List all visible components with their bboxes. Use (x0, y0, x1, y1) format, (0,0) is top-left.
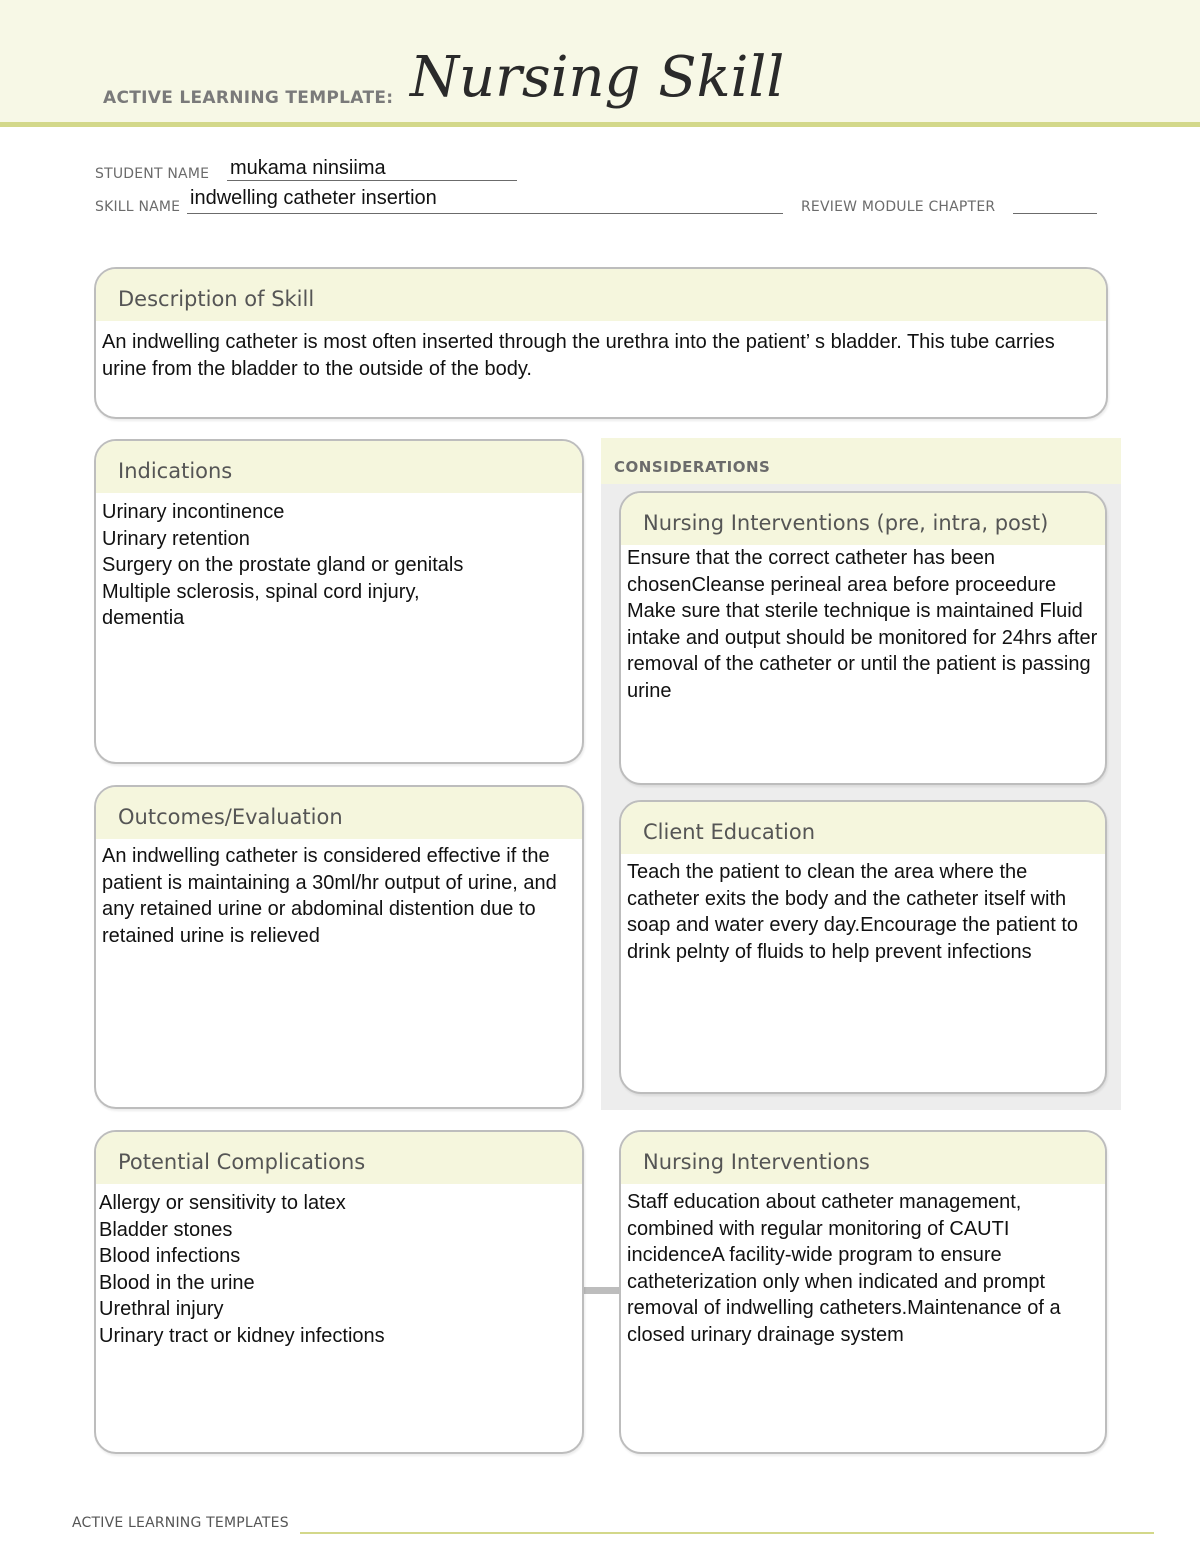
template-brand: ACTIVE LEARNING TEMPLATE: (103, 88, 394, 108)
description-text[interactable]: An indwelling catheter is most often inserted through the urethra into the patient’ s bladder. This tube carries urine from the bladder to the outside of the body. (102, 331, 1055, 380)
student-name-line (227, 180, 517, 181)
outcomes-text[interactable]: An indwelling catheter is considered effective if the patient is maintaining a 30ml/hr output of urine, and any retained urine or abdominal distention due to retained urine is relieved (102, 845, 557, 947)
page-title: Nursing Skill (410, 45, 785, 110)
indications-box (94, 439, 584, 764)
description-box (94, 267, 1108, 419)
client-education-box (619, 800, 1107, 1094)
complications-heading: Potential Complications (96, 1132, 582, 1184)
skill-name-line (187, 213, 783, 214)
description-heading: Description of Skill (96, 269, 1106, 321)
nursing-interventions-heading: Nursing Interventions (621, 1132, 1105, 1184)
footer-rule (300, 1532, 1154, 1534)
nursing-interventions-pre-heading: Nursing Interventions (pre, intra, post) (621, 493, 1105, 545)
student-name-label: STUDENT NAME (95, 166, 210, 182)
review-module-line (1013, 213, 1097, 214)
skill-name-label: SKILL NAME (95, 199, 181, 215)
student-name-value[interactable]: mukama ninsiima (230, 157, 386, 179)
client-education-heading: Client Education (621, 802, 1105, 854)
indications-text[interactable]: Urinary incontinence Urinary retention Surgery on the prostate gland or genitals Multiple sclerosis, spinal cord injury, dementia (102, 501, 464, 629)
client-education-text[interactable]: Teach the patient to clean the area where the catheter exits the body and the catheter itself with soap and water every day.Encourage the patient to drink pelnty of fluids to help prevent infections (627, 861, 1079, 963)
complications-text[interactable]: Allergy or sensitivity to latex Bladder stones Blood infections Blood in the urine Urethral injury Urinary tract or kidney infections (99, 1192, 385, 1347)
connector-bar (583, 1287, 621, 1294)
review-module-label: REVIEW MODULE CHAPTER (801, 199, 996, 215)
considerations-label: CONSIDERATIONS (614, 458, 771, 476)
nursing-interventions-pre-box (619, 491, 1107, 785)
nursing-interventions-text[interactable]: Staff education about catheter management, combined with regular monitoring of CAUTI incidenceA facility-wide program to ensure catheterization only when indicated and prompt removal of indwelling catheters.Maintenance of a closed urinary drainage system (627, 1191, 1061, 1346)
outcomes-heading: Outcomes/Evaluation (96, 787, 582, 839)
footer-label: ACTIVE LEARNING TEMPLATES (72, 1515, 289, 1531)
nursing-interventions-box (619, 1130, 1107, 1454)
complications-box (94, 1130, 584, 1454)
outcomes-box (94, 785, 584, 1109)
header-rule (0, 122, 1200, 127)
indications-heading: Indications (96, 441, 582, 493)
skill-name-value[interactable]: indwelling catheter insertion (190, 187, 437, 209)
nursing-interventions-pre-text[interactable]: Ensure that the correct catheter has been chosenCleanse perineal area before proceedure Make sure that sterile technique is maintained Fluid intake and output should be monitored for 24hrs after removal of the catheter or until the patient is passing urine (627, 547, 1098, 702)
